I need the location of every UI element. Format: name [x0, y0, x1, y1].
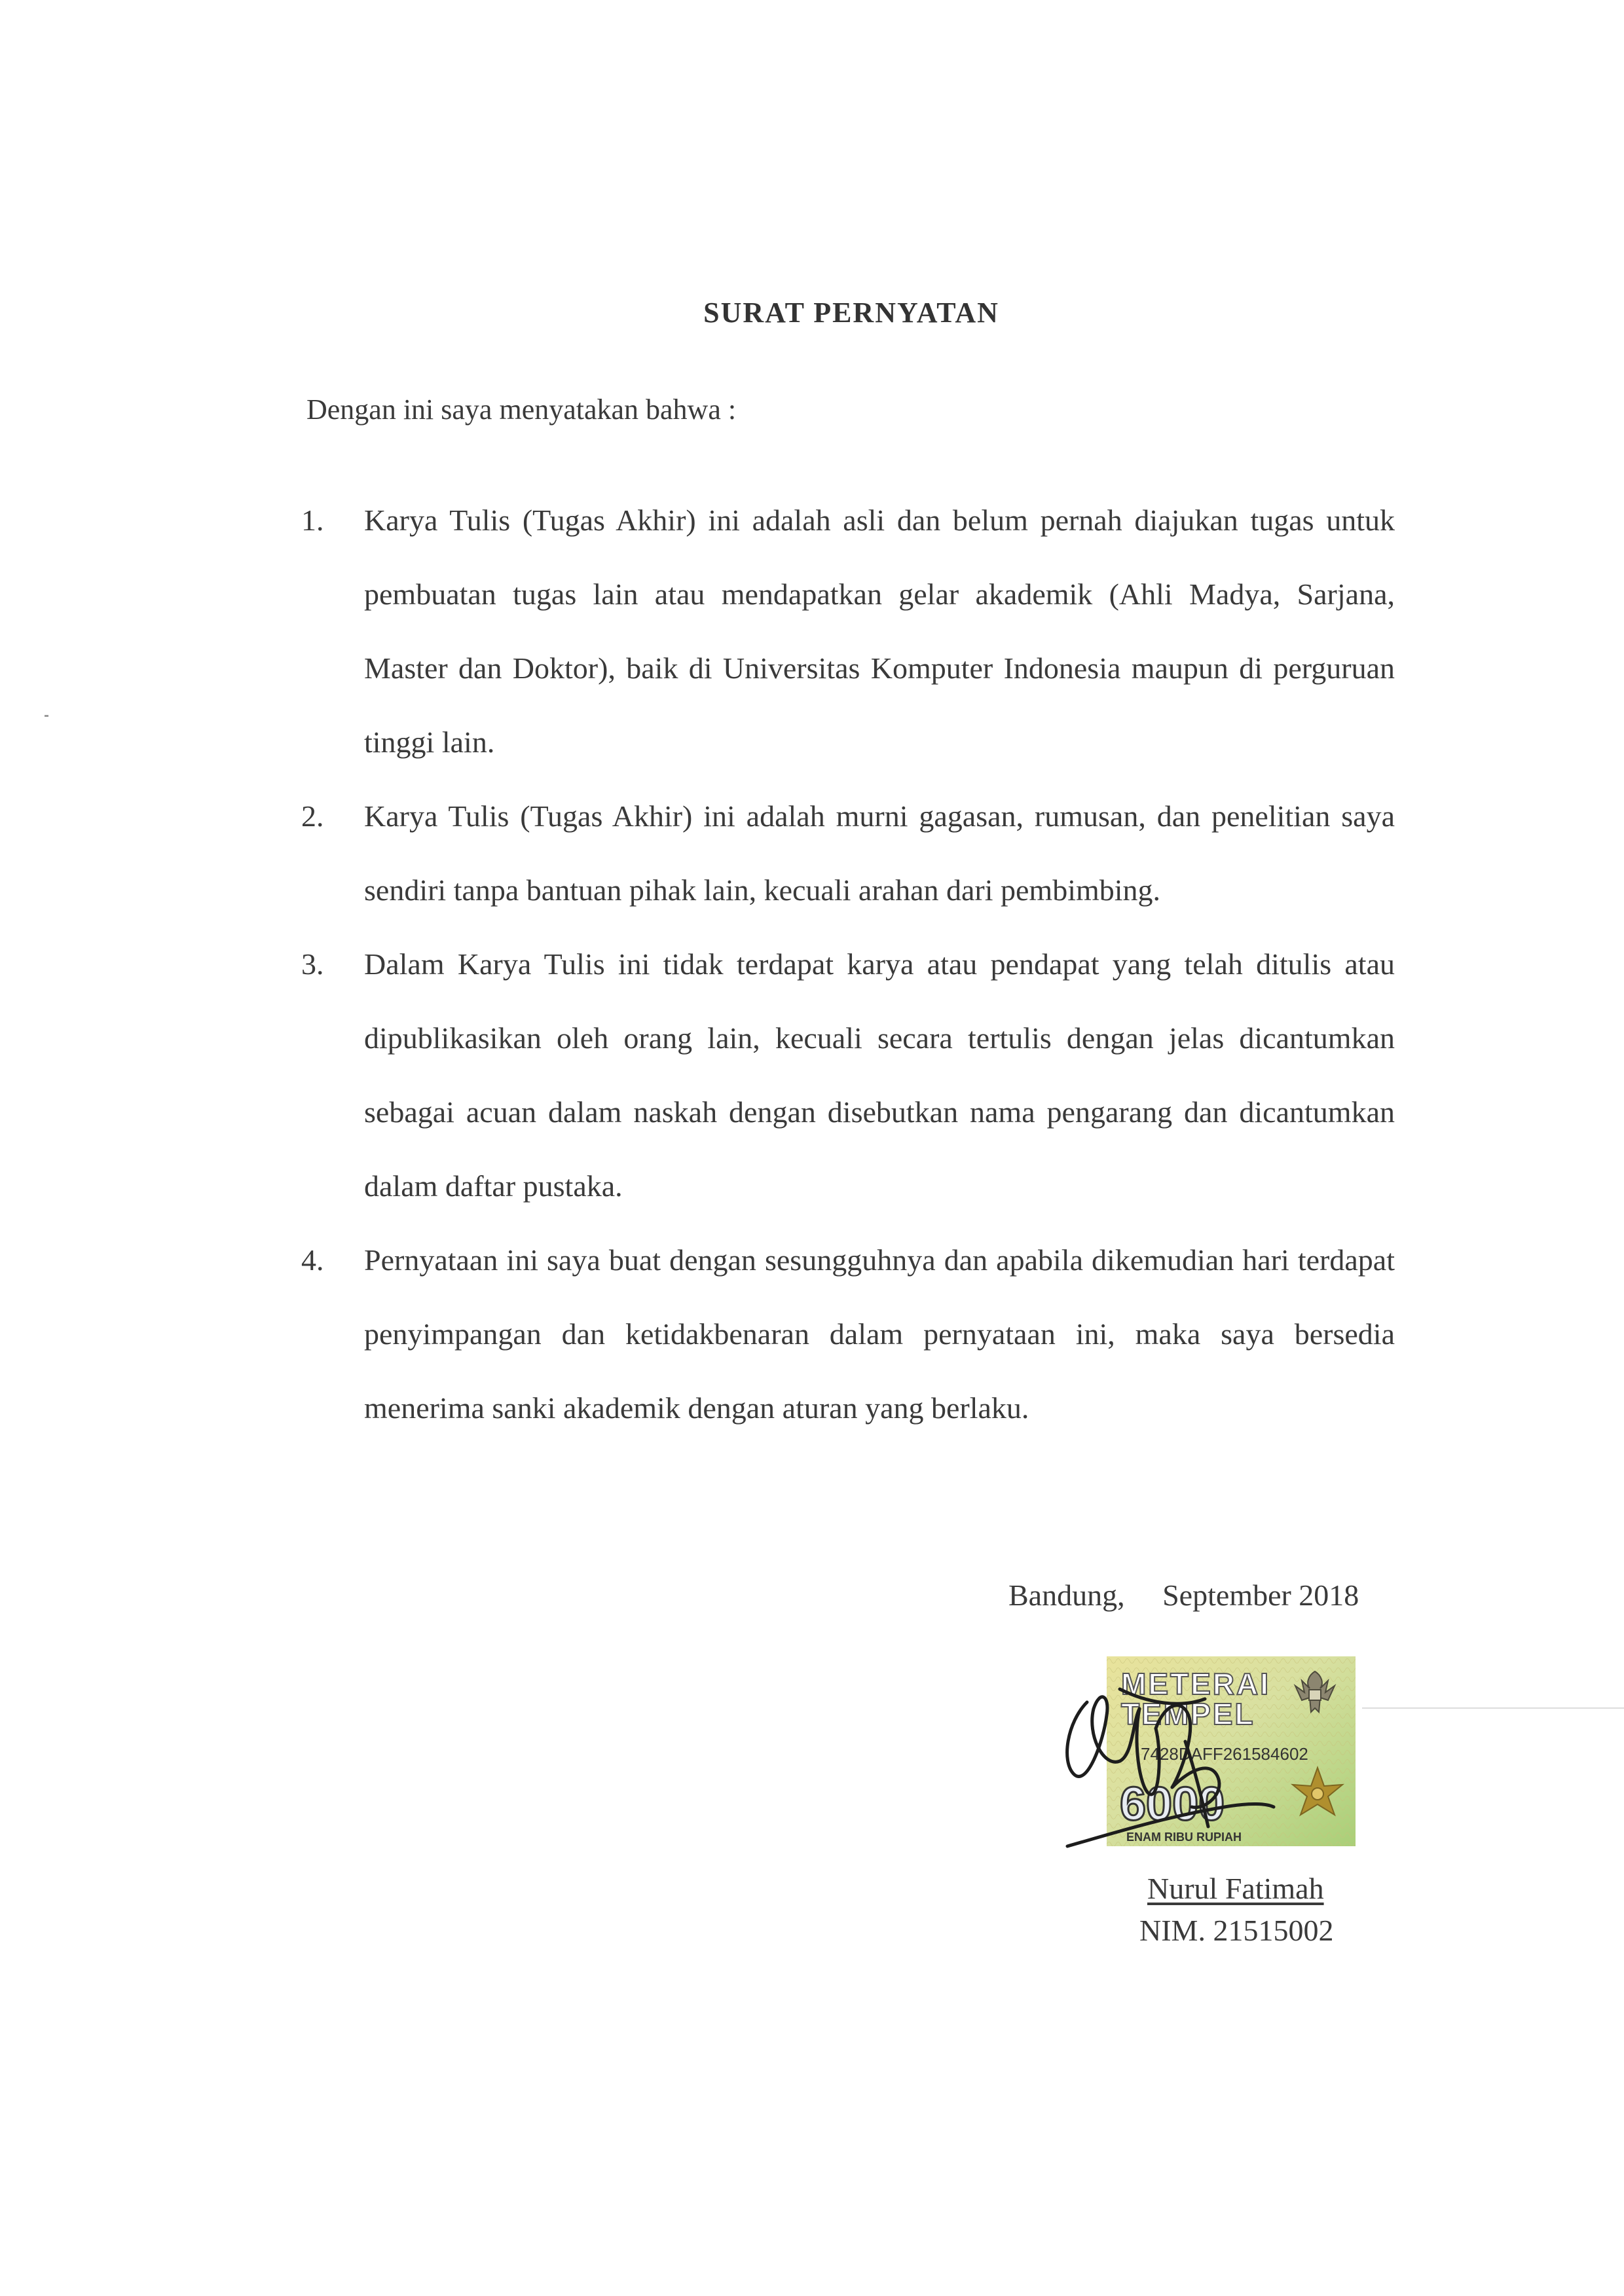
statement-item-1: [301, 483, 1395, 779]
statement-item-4: [301, 1223, 1395, 1445]
svg-text:METERAI: METERAI: [1121, 1667, 1270, 1701]
statement-number: 1.: [301, 503, 324, 537]
svg-text:6000: 6000: [1120, 1778, 1225, 1831]
handwritten-signature: [1041, 1663, 1277, 1859]
statement-text: Karya Tulis (Tugas Akhir) ini adalah murni gagasan, rumusan, dan penelitian saya sendiri tanpa bantuan pihak lain, kecuali arahan dari pembimbing.: [364, 799, 1395, 907]
statement-text: Pernyataan ini saya buat dengan sesungguhnya dan apabila dikemudian hari terdapat penyimpangan dan ketidakbenaran dalam pernyataan ini, maka saya bersedia menerima sanki akademik dengan aturan yang berlaku.: [364, 1243, 1395, 1425]
svg-text:TEMPEL: TEMPEL: [1121, 1697, 1255, 1731]
statement-list: [301, 483, 1395, 1445]
document-title: SURAT PERNYATAN: [703, 297, 999, 329]
statement-item-3: [301, 927, 1395, 1223]
statement-number: 2.: [301, 799, 324, 833]
place-date: Bandung, September 2018: [1008, 1578, 1359, 1612]
statement-number: 4.: [301, 1243, 324, 1277]
statement-item-2: [301, 779, 1395, 927]
statement-text: Dalam Karya Tulis ini tidak terdapat karya atau pendapat yang telah ditulis atau dipublikasikan oleh orang lain, kecuali secara tertulis dengan jelas dicantumkan sebagai acuan dalam naskah dengan disebutkan nama pengarang dan dicantumkan dalam daftar pustaka.: [364, 947, 1395, 1203]
signer-name: Nurul Fatimah: [1147, 1872, 1324, 1905]
svg-text:ENAM RIBU RUPIAH: ENAM RIBU RUPIAH: [1126, 1831, 1242, 1844]
intro-text: Dengan ini saya menyatakan bahwa :: [306, 393, 737, 426]
svg-text:7428DAFF261584602: 7428DAFF261584602: [1141, 1744, 1308, 1764]
scan-speck: [45, 715, 48, 717]
signer-nim: NIM. 21515002: [1139, 1914, 1334, 1947]
statement-number: 3.: [301, 947, 324, 981]
scan-line: [1362, 1707, 1624, 1709]
statement-text: Karya Tulis (Tugas Akhir) ini adalah asli dan belum pernah diajukan tugas untuk pembuatan tugas lain atau mendapatkan gelar akademik (Ahli Madya, Sarjana, Master dan Doktor), baik di Universitas Komputer Indonesia maupun di perguruan tinggi lain.: [364, 503, 1395, 759]
